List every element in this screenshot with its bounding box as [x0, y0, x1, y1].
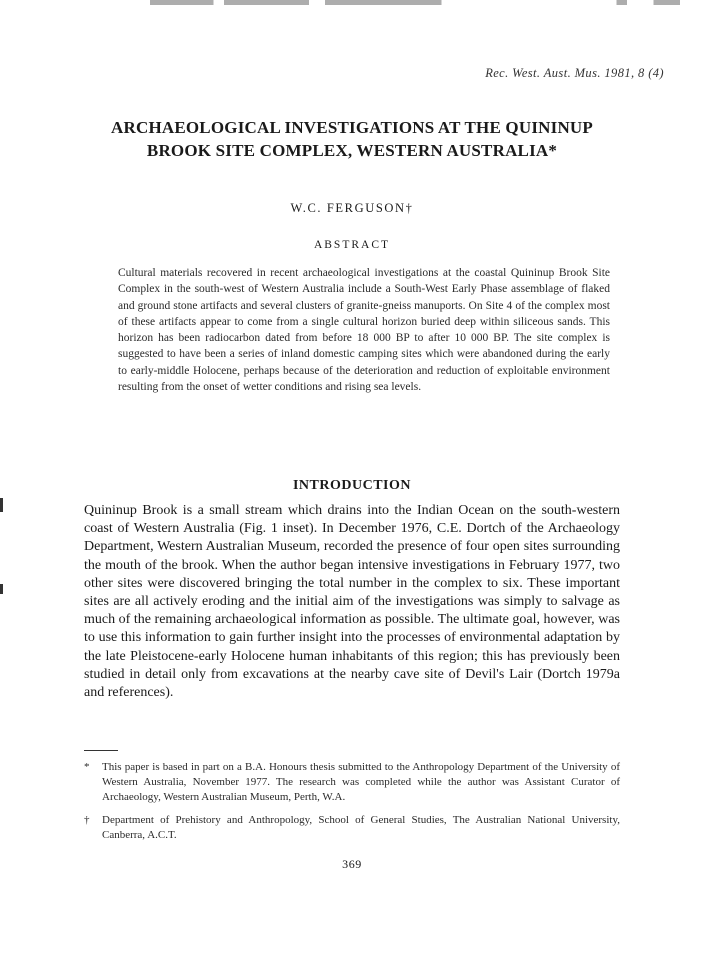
footnote-text: Department of Prehistory and Anthropology, School of General Studies, The Australian National University, Canberra, A.C.T.	[102, 813, 620, 841]
article-author: W.C. FERGUSON†	[290, 201, 414, 215]
scan-edge-mark	[0, 584, 3, 594]
journal-citation: Rec. West. Aust. Mus. 1981, 8 (4)	[485, 66, 664, 80]
introduction-text: Quininup Brook is a small stream which drains into the Indian Ocean on the south-western coast of Western Australia (Fig. 1 inset). In December 1976, C.E. Dortch of the Archaeology Department, Western Australian Museum, recorded the presence of four open sites surrounding the mouth of the brook. When the author began intensive investigations in February 1977, two other sites were discovered bringing the total number in the complex to six. These important sites are all actively eroding and the initial aim of the investigations was simply to salvage as much of the remaining archaeological information as possible. The ultimate goal, however, was to use this information to gain further insight into the processes of environmental adaptation by the late Pleistocene-early Holocene human inhabitants of this region; this has previously been studied in detail only from excavations at the nearby cave site of Devil's Lair (Dortch 1979a and references).	[84, 503, 620, 701]
page-number: 369	[342, 857, 362, 871]
footnote-mark: *	[84, 761, 90, 773]
scan-artifact-top	[150, 0, 680, 5]
footnote	[84, 813, 620, 843]
abstract-text: Cultural materials recovered in recent archaeological investigations at the coastal Quininup Brook Site Complex in the south-west of Western Australia include a South-West Early Phase assemblage of flaked and ground stone artifacts and several clusters of granite-gneiss manuports. On Site 4 of the complex most of these artifacts appear to come from a single cultural horizon buried deep within siliceous sands. This horizon has been radiocarbon dated from before 18 000 BP to after 10 000 BP. The site complex is suggested to have been a series of inland domestic camping sites which were abandoned during the early to early-middle Holocene, perhaps because of the deterioration and reduction of exploitable environment resulting from the onset of wetter conditions and rising sea levels.	[118, 267, 610, 394]
scan-edge-mark	[0, 498, 3, 512]
footnote	[84, 760, 620, 806]
footnote-mark: †	[84, 813, 90, 826]
footnote-text: This paper is based in part on a B.A. Honours thesis submitted to the Anthropology Department of the University of Western Australia, November 1977. The research was completed while the author was Assistant Curator of Archaeology, Western Australian Museum, Perth, W.A.	[102, 761, 620, 804]
footnote-divider	[84, 750, 118, 751]
footnotes	[84, 760, 620, 850]
article-title: ARCHAEOLOGICAL INVESTIGATIONS AT THE QUININUP BROOK SITE COMPLEX, WESTERN AUSTRALIA*	[111, 118, 593, 160]
introduction-heading: INTRODUCTION	[292, 478, 411, 493]
abstract-heading: ABSTRACT	[313, 239, 391, 251]
